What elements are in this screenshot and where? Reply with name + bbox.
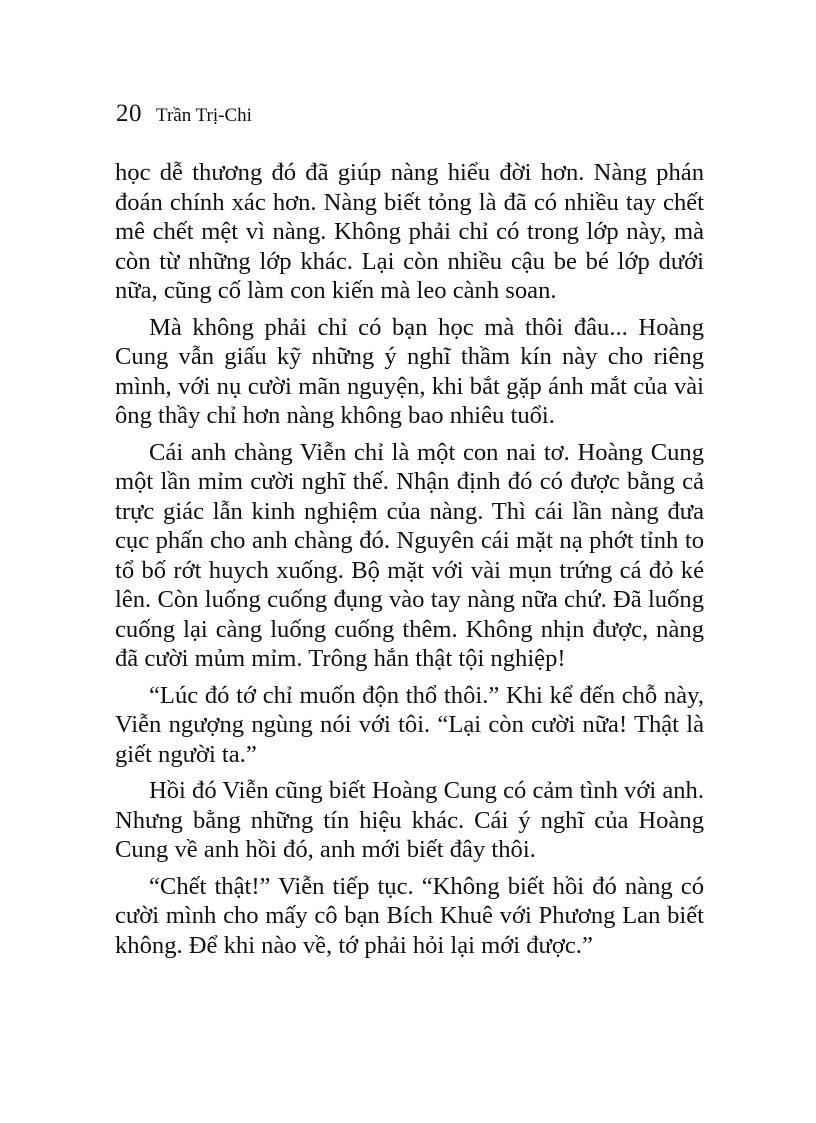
body-text	[115, 158, 704, 967]
paragraph: “Chết thật!” Viễn tiếp tục. “Không biết hồi đó nàng có cười mình cho mấy cô bạn Bích Khuê với Phương Lan biết không. Để khi nào về, tớ phải hỏi lại mới được.”	[115, 872, 704, 959]
paragraph: Mà không phải chỉ có bạn học mà thôi đâu... Hoàng Cung vẫn giấu kỹ những ý nghĩ thầm kín này cho riêng mình, với nụ cười mãn nguyện, khi bắt gặp ánh mắt của vài ông thầy chỉ hơn nàng không bao nhiêu tuổi.	[115, 313, 704, 429]
page-number: 20	[116, 100, 142, 127]
paragraph: Hồi đó Viễn cũng biết Hoàng Cung có cảm tình với anh. Nhưng bằng những tín hiệu khác. Cái ý nghĩ của Hoàng Cung về anh hồi đó, anh mới biết đây thôi.	[115, 777, 704, 863]
paragraph: học dễ thương đó đã giúp nàng hiểu đời hơn. Nàng phán đoán chính xác hơn. Nàng biết tỏng là đã có nhiều tay chết mê chết mệt vì nàng. Không phải chỉ có trong lớp này, mà còn từ những lớp khác. Lại còn nhiều cậu be bé lớp dưới nữa, cũng cố làm con kiến mà leo cành soan.	[115, 159, 704, 304]
paragraph: “Lúc đó tớ chỉ muốn độn thổ thôi.” Khi kể đến chỗ này, Viễn ngượng ngùng nói với tôi. “Lại còn cười nữa! Thật là giết người ta.”	[115, 681, 704, 768]
paragraph: Cái anh chàng Viễn chỉ là một con nai tơ. Hoàng Cung một lần mỉm cười nghĩ thế. Nhận định đó có được bằng cả trực giác lẫn kinh nghiệm của nàng. Thì cái lần nàng đưa cục phấn cho anh chàng đó. Nguyên cái mặt nạ phớt tỉnh to tổ bố rớt huych xuống. Bộ mặt với vài mụn trứng cá đỏ ké lên. Còn luống cuống đụng vào tay nàng nữa chứ. Đã luống cuống lại càng luống cuống thêm. Không nhịn được, nàng đã cười mủm mỉm. Trông hắn thật tội nghiệp!	[115, 438, 704, 672]
running-title: Trần Trị-Chi	[156, 105, 252, 126]
page-header	[116, 100, 252, 128]
